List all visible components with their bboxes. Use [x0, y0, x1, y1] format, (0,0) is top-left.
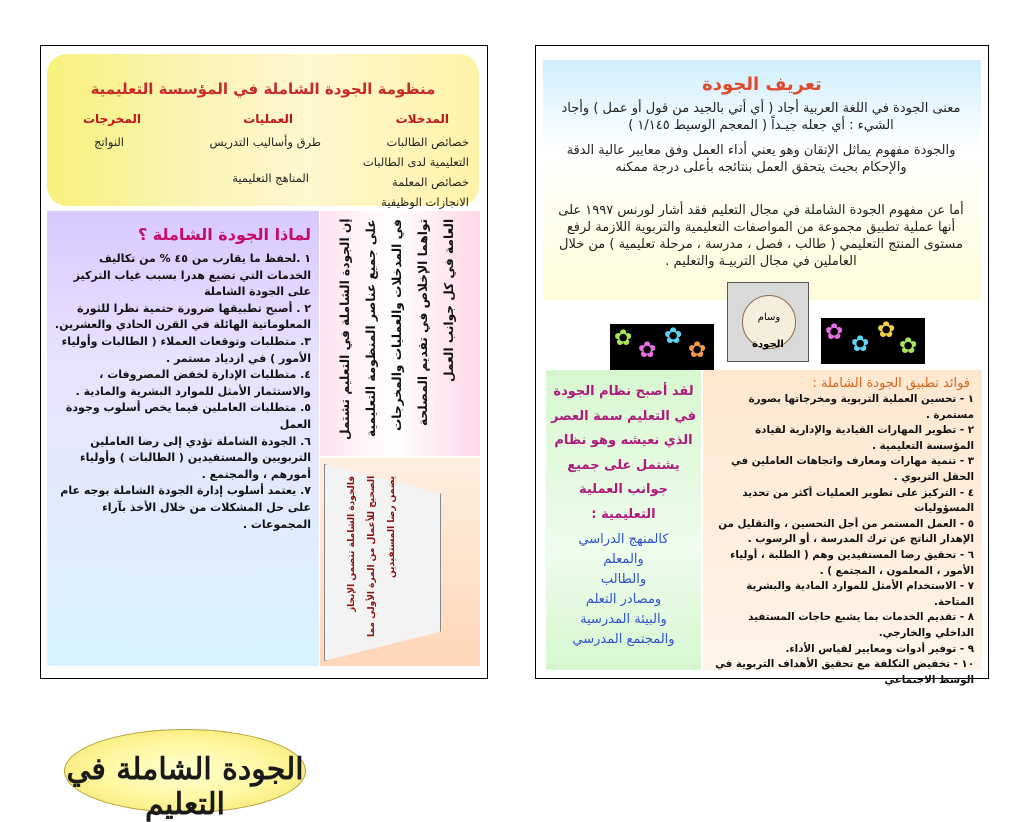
why-item: ٢ . أصبح تطبيقها ضرورة حتمية نظرا للثورة المعلوماتية الهائلة في القرن الحادي والعشرين.: [54, 301, 311, 332]
input-item: خصائص المعلمة: [391, 175, 469, 189]
benefit-item: ٧ - الاستخدام الأمثل للموارد المادية والبشرية المتاحة.: [746, 580, 974, 608]
benefits-title: فوائد تطبيق الجودة الشاملة :: [812, 376, 970, 391]
benefit-item: ٥ - العمل المستمر من أجل التحسين ، والتقليل من الإهدار الناتج عن ترك المدرسة ، أو الرسوب .: [718, 517, 974, 546]
quality-badge: [727, 282, 809, 362]
outputs-header: المخرجات: [83, 112, 141, 126]
education-system-box: [546, 370, 701, 670]
benefit-item: ١٠ - تخفيض التكلفة مع تحقيق الأهداف التربوية في الوسط الاجتماعي: [715, 658, 974, 686]
why-item: ١ .لحفظ ما يقارب من ٤٥ % من تكاليف الخدمات التي تضيع هدرا بسبب غياب التركيز على الجودة الشاملة: [73, 252, 311, 299]
quality-system-box: [47, 54, 479, 209]
definition-paragraph-1: معنى الجودة في اللغة العربية أجاد ( أي أتي بالجيد من قول أو عمل ) وأجاد الشيء : أي جعله جيـداً ( المعجم الوسيط ١/١٤٥ ): [561, 101, 961, 133]
left-panel: [40, 45, 488, 822]
benefit-item: ٨ - تقديم الخدمات بما يشبع حاجات المستفيد الداخلي والخارجي.: [748, 611, 974, 639]
benefit-item: ٢ - تطوير المهارات القيادية والإدارية لقيادة المؤسسة التعليمية .: [755, 424, 974, 452]
input-item: التعليمية لدى الطالبات: [362, 155, 469, 169]
education-element: كالمنهج الدراسي: [578, 532, 669, 547]
badge-top-text: وسام: [757, 312, 781, 323]
oval-text: الجودة الشاملة في التعليم: [66, 752, 304, 822]
why-item: ٦. الجودة الشاملة تؤدي إلى رضا العاملين التربويين والمستفيدين ( الطالبات ) وأولياء أمورهم ، والمجتمع .: [80, 434, 311, 481]
education-element: والبيئة المدرسية: [580, 612, 667, 627]
badge-label: الجودة: [752, 339, 784, 350]
arrow-box: [320, 458, 480, 666]
why-item: ٥. متطلبات العاملين فيما يخص أسلوب وجودة العمل: [65, 401, 311, 431]
education-element: ومصادر التعلم: [585, 592, 662, 607]
flowers-decoration: ✿ ✿ ✿ ✿: [610, 324, 714, 370]
process-item: طرق وأساليب التدريس: [209, 135, 321, 149]
definition-box: [543, 60, 981, 300]
right-panel: [535, 45, 989, 686]
why-item: ٣. متطلبات وتوقعات العملاء ( الطالبات وأولياء الأمور ) في ازدياد مستمر .: [61, 334, 311, 365]
benefits-list: [707, 392, 974, 688]
education-system-text: لقد أصبح نظام الجودة في التعليم سمة العصر الذي نعيشه وهو نظام يشتمل على جميع جوانب العملية التعليمية :: [551, 384, 696, 522]
education-element: والمعلم: [603, 552, 644, 567]
input-item: الانجازات الوظيفية: [381, 195, 469, 209]
benefits-box: [703, 370, 982, 686]
processes-header: العمليات: [243, 112, 293, 126]
education-elements-list: [550, 530, 697, 650]
arrow-text: فالجودة الشاملة تتضمن الإنجاز الصحيح للأعمال من المرة الأولى مما يضمن رضا المستفيدين: [347, 476, 397, 638]
definition-paragraph-2: والجودة مفهوم يماثل الإتقان وهو يعني أداء العمل وفق معايير عالية الدقة والإحكام بحيث يتحقق العمل بنتائجه بأعلى درجة ممكنه: [566, 143, 956, 175]
flowers-decoration: ✿ ✿ ✿ ✿: [821, 318, 925, 364]
education-element: والمجتمع المدرسي: [572, 632, 675, 647]
benefit-item: ٩ - توفير أدوات ومعايير لقياس الأداء.: [785, 642, 974, 655]
vertical-text-box: [320, 211, 480, 456]
why-quality-box: [47, 211, 319, 822]
why-title: لماذا الجودة الشاملة ؟: [137, 225, 311, 244]
benefit-item: ٦ - تحقيق رضا المستفيدين وهم ( الطلبة ، أولياء الأمور ، المعلمون ، المجتمع ) .: [730, 548, 974, 577]
definition-title: تعريف الجودة: [702, 74, 822, 95]
output-item: النواتج: [94, 135, 124, 149]
definition-paragraph-3: أما عن مفهوم الجودة الشاملة في مجال التعليم فقد أشار لورنس ١٩٩٧ على أنها عملية تطبيق مجموعة من المواصفات التعليمية والتربوية اللازمة لرفع مستوى المنتج التعليمي ( طالب ، فصل ، مدرسة ، مرحلة تعليمية ) من خلال العاملين في مجال التربيـة والتعليم .: [558, 203, 964, 269]
quality-oval: [64, 729, 306, 822]
education-element: والطالب: [600, 572, 647, 587]
process-item: المناهج التعليمية: [232, 171, 309, 185]
vertical-text: إن الجودة الشاملة في التعليم تشتمل على جميع عناصر المنظومة التعليمية في المدخلات والعمليات والمخرجات تواهما الإخلاص في تقديم المصلحة العامة في كل جوانب العمل: [338, 219, 456, 441]
inputs-header: المدخلات: [395, 112, 449, 126]
benefit-item: ١ - تحسين العملية التربوية ومخرجاتها بصورة مستمرة .: [748, 393, 974, 421]
why-item: ٧. يعتمد أسلوب إدارة الجودة الشاملة بوجه عام على حل المشكلات من خلال الأخذ بآراء المجموعات .: [60, 484, 311, 531]
why-list: [51, 251, 311, 533]
system-title: منظومة الجودة الشاملة في المؤسسة التعليمية: [90, 80, 436, 98]
input-item: خصائص الطالبات: [386, 135, 469, 149]
benefit-item: ٤ - التركيز على تطوير العمليات أكثر من تحديد المسؤوليات: [742, 486, 974, 515]
why-item: ٤. متطلبات الإدارة لخفض المصروفات ، والاستثمار الأمثل للموارد البشرية والمادية .: [75, 368, 311, 398]
benefit-item: ٣ - تنمية مهارات ومعارف واتجاهات العاملين في الحقل التربوي .: [731, 455, 974, 483]
